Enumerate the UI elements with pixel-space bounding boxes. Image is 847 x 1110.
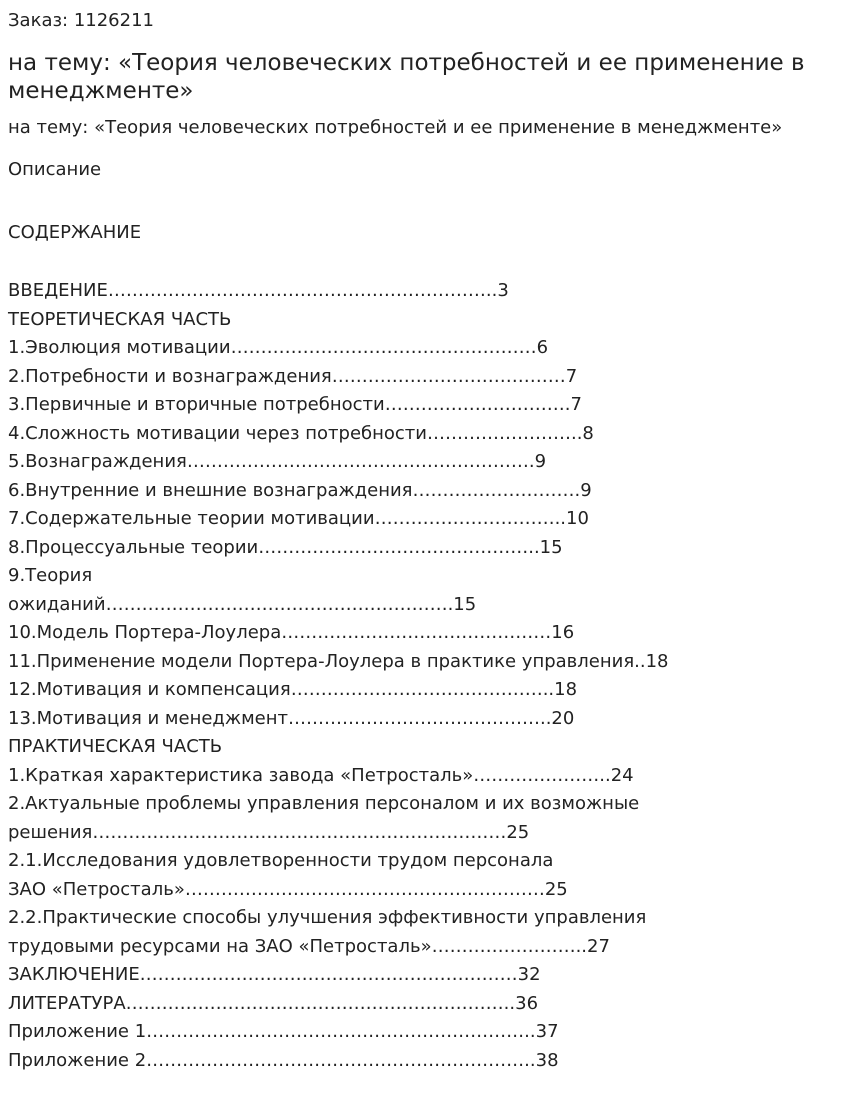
toc-line: ВВЕДЕНИЕ………………………………………………………..3: [8, 280, 509, 301]
toc-line: 2.2.Практические способы улучшения эффективности управления: [8, 907, 647, 928]
toc-line: 4.Сложность мотивации через потребности……………………..8: [8, 422, 594, 444]
toc-line: 7.Содержательные теории мотивации…………………………..10: [8, 508, 589, 529]
toc-line: Приложение 1………………………………………………………..37: [8, 1021, 559, 1042]
toc-line: трудовыми ресурсами на ЗАО «Петросталь»……………………..27: [8, 935, 610, 957]
toc-line: ЗАКЛЮЧЕНИЕ………………………………………………………32: [8, 964, 541, 985]
toc-line: 10.Модель Портера-Лоулера………………………………………16: [8, 622, 575, 643]
order-number: Заказ: 1126211: [8, 10, 154, 31]
description-label: Описание: [8, 159, 102, 180]
toc-line: 5.Вознаграждения………………………………………………….9: [8, 451, 547, 472]
toc-line: 1.Краткая характеристика завода «Петросталь»…………………..24: [8, 764, 634, 786]
toc-line: 3.Первичные и вторичные потребности………………………….7: [8, 394, 582, 415]
table-of-contents: [8, 277, 669, 1075]
toc-line: 2.1.Исследования удовлетворенности трудом персонала: [8, 850, 554, 871]
toc-line: Приложение 2………………………………………………………..38: [8, 1049, 559, 1071]
toc-line: 11.Применение модели Портера-Лоулера в практике управления..18: [8, 650, 669, 672]
toc-line: 8.Процессуальные теории………………………………………..15: [8, 536, 563, 558]
page-title: на тему: «Теория человеческих потребностей и ее применение в менеджменте»: [8, 50, 805, 104]
toc-line: 13.Мотивация и менеджмент……………………………………..20: [8, 707, 575, 729]
page-subtitle: на тему: «Теория человеческих потребностей и ее применение в менеджменте»: [8, 117, 783, 138]
toc-line: 9.Теория: [8, 565, 93, 586]
toc-line: ожиданий………………………………………………….15: [8, 593, 477, 615]
toc-line: 2.Потребности и вознаграждения…………………………………7: [8, 365, 578, 387]
toc-heading: СОДЕРЖАНИЕ: [8, 222, 142, 243]
toc-line: 2.Актуальные проблемы управления персоналом и их возможные: [8, 793, 640, 814]
toc-line: 12.Мотивация и компенсация……………………………………..18: [8, 679, 578, 700]
toc-line: 6.Внутренние и внешние вознаграждения……………………….9: [8, 479, 592, 501]
toc-line: ЗАО «Петросталь»……………………………………………………25: [8, 878, 568, 900]
toc-line: ПРАКТИЧЕСКАЯ ЧАСТЬ: [8, 736, 223, 757]
toc-line: решения……………………………………………………………25: [8, 821, 530, 843]
toc-line: 1.Эволюция мотивации……………………………………………6: [8, 337, 549, 358]
toc-line: ЛИТЕРАТУРА………………………………………………………..36: [8, 992, 539, 1014]
toc-line: ТЕОРЕТИЧЕСКАЯ ЧАСТЬ: [8, 308, 232, 330]
